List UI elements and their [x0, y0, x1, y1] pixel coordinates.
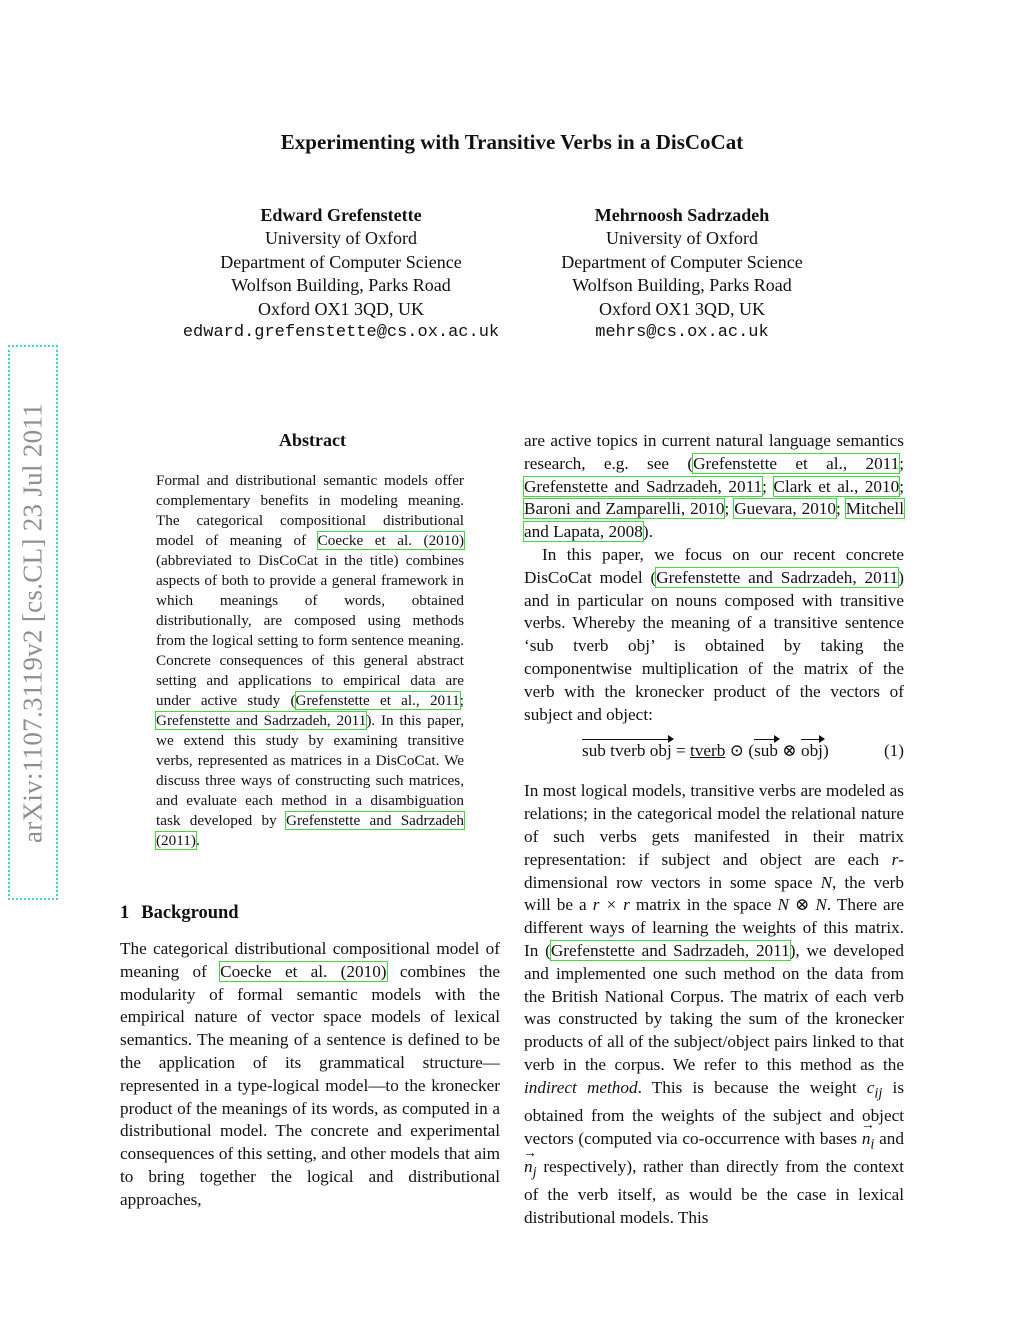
- section-title: Background: [141, 903, 239, 923]
- author-building: Wolfson Building, Parks Road: [231, 275, 451, 296]
- body-text: . This is because the weight: [637, 1077, 867, 1097]
- abstract-text: ). In this paper, we extend this study by examining transitive verbs, represented as matrices in a DisCoCat. We discuss three ways of constructing such matrices, and evaluate each method in a disambiguation task developed by: [156, 712, 464, 829]
- citation-link[interactable]: Mitchell and Lapata, 2008: [524, 499, 904, 542]
- body-text: In this paper, we focus on our recent concrete DisCoCat model (: [524, 544, 904, 587]
- body-text: is obtained from the weights of the subject and object vectors (computed via co-occurrence with bases: [524, 1077, 905, 1148]
- equation-1: [524, 734, 904, 774]
- math-subscript: ij: [874, 1085, 883, 1102]
- body-text: are active topics in current natural language semantics research, e.g. see (: [524, 431, 904, 473]
- author-affiliation: University of Oxford: [265, 228, 417, 249]
- equation-number: (1): [883, 741, 904, 761]
- abstract-text: (abbreviated to DisCoCat in the title) combines aspects of both to provide a general framework in which meanings of words, obtained distributionally, are composed using methods from the logical setting to form sentence meaning. Concrete consequences of this general abstract setting and applications to empirical data are under active study (: [156, 552, 464, 709]
- body-text: ).: [642, 522, 653, 542]
- arxiv-id: arXiv:1107.3119v2 [cs.CL] 23 Jul 2011: [17, 402, 48, 843]
- math-vector: → n: [862, 1128, 871, 1151]
- body-text: combines the modularity of formal semantic models with the empirical nature of vector space models of lexical semantics. The meaning of a sentence is defined to be the application of its grammatical structure—represented in a type-logical model—to the kronecker product of the meanings of its words, as computed in a distributional model. The concrete and experimental consequences of this setting, and other models that aim to bring together the logical and distributional approaches,: [120, 961, 500, 1209]
- author-block-1: [141, 204, 541, 344]
- citation-link[interactable]: Grefenstette and Sadrzadeh, 2011: [656, 567, 899, 587]
- math-symbol: N: [820, 872, 833, 892]
- body-text: , the verb will be a: [524, 872, 904, 915]
- math-subscript: i: [870, 1136, 875, 1153]
- citation-link[interactable]: Coecke et al. (2010): [220, 961, 387, 981]
- author-email[interactable]: mehrs@cs.ox.ac.uk: [595, 323, 769, 343]
- math-symbol: r × r: [592, 895, 630, 915]
- separator: ;: [762, 476, 774, 496]
- citation-link[interactable]: Baroni and Zamparelli, 2010: [524, 499, 725, 519]
- math-subscript: j: [532, 1164, 537, 1181]
- citation-link[interactable]: Grefenstette et al., 2011: [693, 453, 900, 473]
- citation-link[interactable]: Clark et al., 2010: [773, 476, 900, 496]
- equation-lhs: sub tverb obj: [582, 741, 672, 761]
- author-name: Mehrnoosh Sadrzadeh: [594, 205, 770, 225]
- abstract-text: ;: [459, 692, 464, 709]
- citation-link[interactable]: Grefenstette and Sadrzadeh, 2011: [524, 476, 763, 496]
- math-symbol: c: [866, 1077, 875, 1097]
- body-text: In most logical models, transitive verbs are modeled as relations; in the categorical model the relational nature of such verbs gets manifested in their matrix representation: if subject and object are each: [524, 781, 904, 869]
- arxiv-stamp[interactable]: [8, 345, 58, 900]
- body-text: . There are different ways of learning the weights of this matrix. In (: [524, 895, 904, 960]
- section-heading: [120, 903, 239, 924]
- equation-symbol: ⊗: [777, 741, 801, 761]
- abstract-heading: Abstract: [279, 430, 346, 450]
- separator: ;: [836, 499, 846, 519]
- abstract-text: Formal and distributional semantic models offer complementary benefits in modeling meaning. The categorical compositional distributional model of meaning of: [156, 472, 464, 549]
- body-text: -dimensional row vectors in some space: [524, 849, 904, 892]
- body-text: ), we developed and implemented one such method on the data from the British National Corpus. The matrix of each verb was constructed by taking the sum of the kronecker products of all of the subject/object pairs linked to that verb in the corpus. We refer to this method as the: [524, 940, 904, 1074]
- equation-symbol: =: [671, 741, 691, 761]
- abstract-text: .: [195, 832, 200, 849]
- math-symbol: r: [891, 849, 899, 869]
- citation-link[interactable]: Grefenstette and Sadrzadeh, 2011: [156, 712, 367, 729]
- equation-verb: tverb: [690, 741, 726, 761]
- body-text: and: [874, 1128, 904, 1148]
- separator: ;: [899, 453, 904, 473]
- paper-title: Experimenting with Transitive Verbs in a DisCoCat: [280, 130, 744, 154]
- equation-obj: obj: [800, 741, 823, 761]
- section-number: 1: [120, 903, 130, 923]
- body-text: matrix in the space: [629, 895, 778, 915]
- left-column-body: [120, 938, 500, 1212]
- author-name: Edward Grefenstette: [260, 205, 422, 225]
- math-vector: → n: [524, 1156, 533, 1179]
- emphasis-text: indirect method: [524, 1077, 638, 1097]
- author-email[interactable]: edward.grefenstette@cs.ox.ac.uk: [182, 323, 500, 343]
- equation-expression: [582, 740, 829, 763]
- author-city: Oxford OX1 3QD, UK: [599, 298, 765, 319]
- author-department: Department of Computer Science: [220, 251, 462, 272]
- citation-link[interactable]: Grefenstette and Sadrzadeh (2011): [156, 812, 464, 849]
- separator: ;: [724, 499, 735, 519]
- citation-link[interactable]: Grefenstette et al., 2011: [295, 692, 460, 709]
- equation-symbol: ): [822, 741, 829, 761]
- author-building: Wolfson Building, Parks Road: [572, 275, 792, 296]
- right-column-body: [524, 430, 904, 1230]
- body-text: The categorical distributional compositional model of meaning of: [120, 939, 500, 981]
- author-department: Department of Computer Science: [561, 251, 803, 272]
- body-text: ) and in particular on nouns composed with transitive verbs. Whereby the meaning of a transitive sentence ‘sub tverb obj’ is obtained by taking the componentwise multiplication of the matrix of the verb with the kronecker product of the vectors of subject and object:: [524, 567, 904, 724]
- author-block-2: [482, 204, 882, 344]
- author-city: Oxford OX1 3QD, UK: [258, 298, 424, 319]
- equation-symbol: ⊙ (: [725, 741, 755, 761]
- separator: ;: [899, 476, 904, 496]
- citation-link[interactable]: Guevara, 2010: [734, 499, 837, 519]
- body-text: respectively), rather than directly from the context of the verb itself, as would be the case in lexical distributional models. This: [524, 1156, 904, 1228]
- citation-link[interactable]: Grefenstette and Sadrzadeh, 2011: [550, 940, 790, 960]
- abstract-body: [156, 471, 464, 851]
- citation-link[interactable]: Coecke et al. (2010): [317, 532, 465, 549]
- author-affiliation: University of Oxford: [606, 228, 758, 249]
- equation-sub: sub: [754, 741, 778, 761]
- math-symbol: N ⊗ N: [777, 895, 827, 915]
